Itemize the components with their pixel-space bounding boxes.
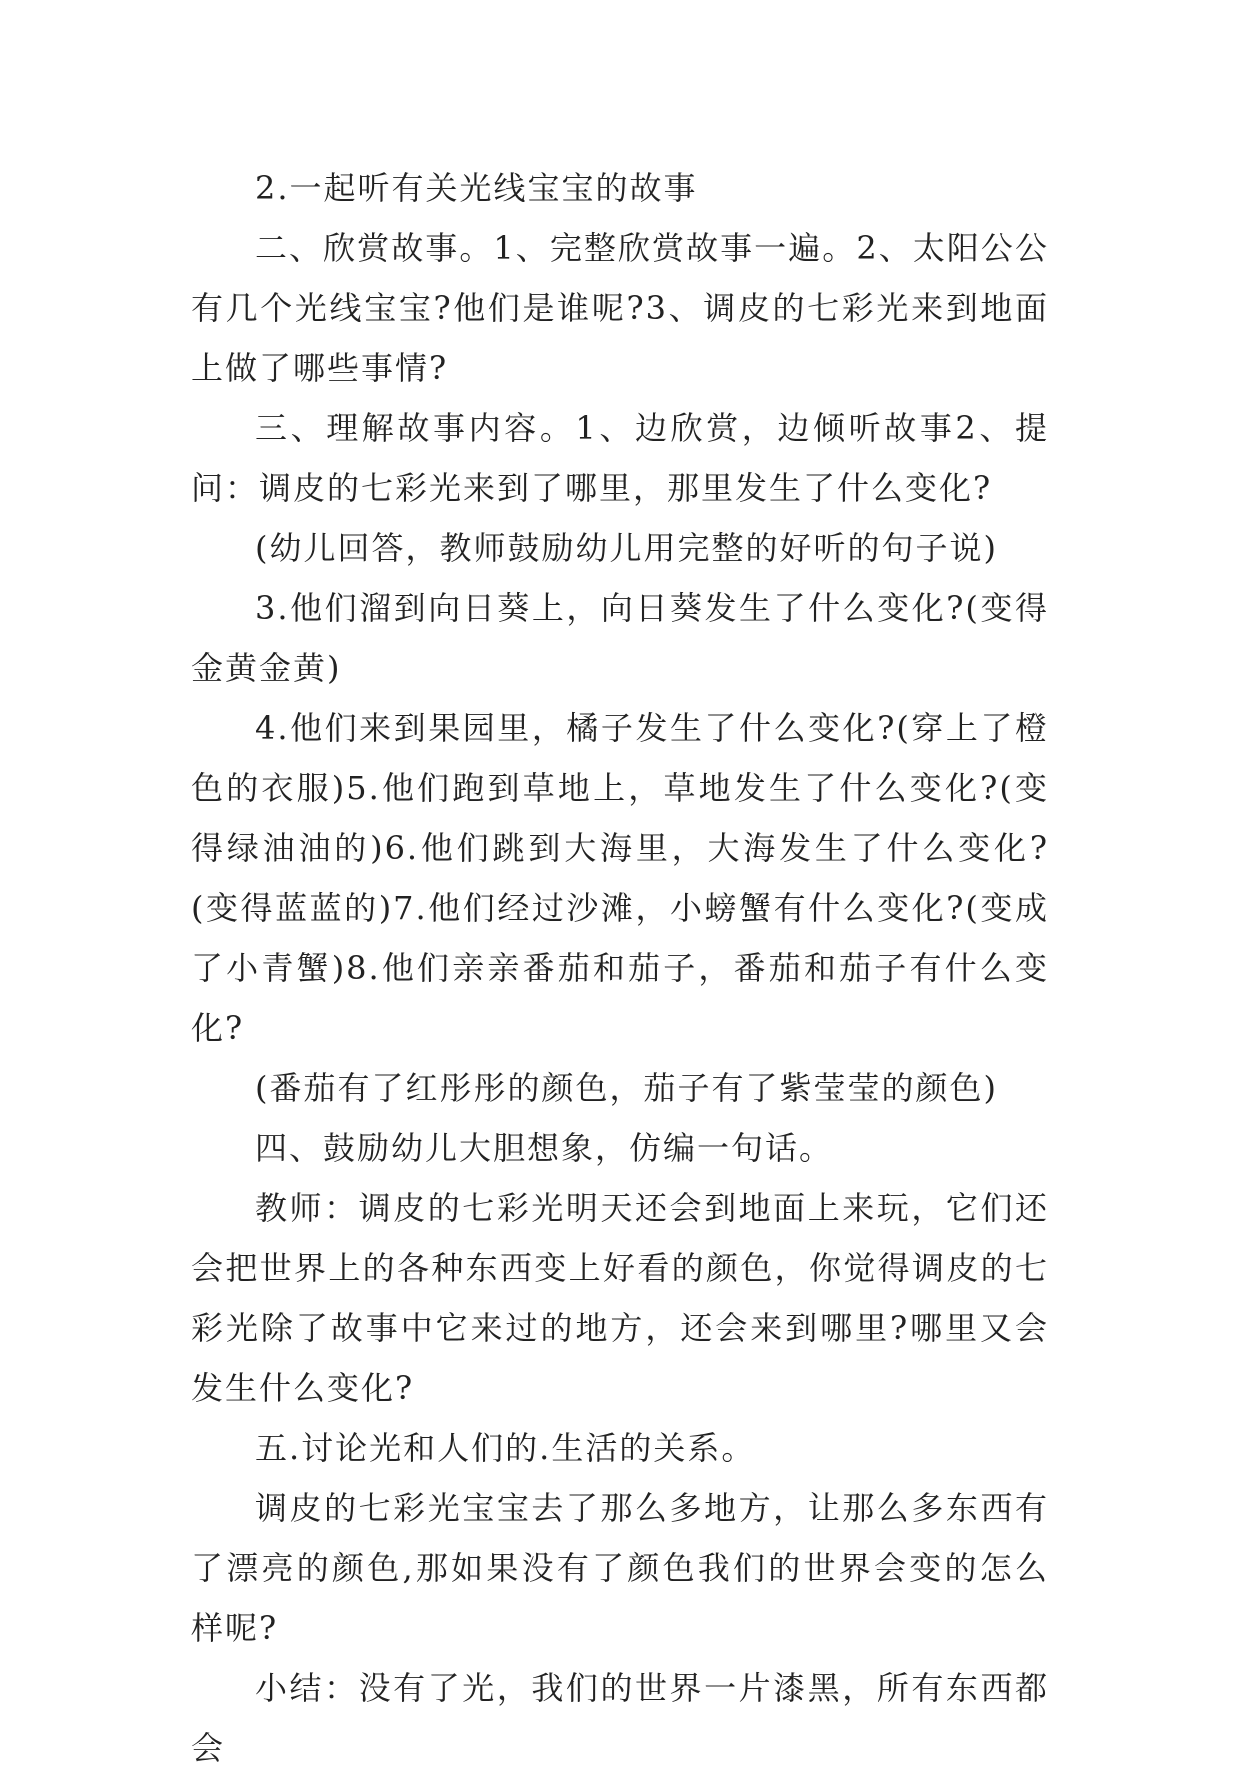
paragraph-8: 四、鼓励幼儿大胆想象，仿编一句话。 [255, 1129, 834, 1167]
paragraph-2: 二、欣赏故事。1、完整欣赏故事一遍。2、太阳公公有几个光线宝宝?他们是谁呢?3、调皮的七彩光来到地面上做了哪些事情? [191, 229, 1049, 387]
paragraph-12: 小结：没有了光，我们的世界一片漆黑，所有东西都会 [191, 1669, 1049, 1767]
paragraph-3: 三、理解故事内容。1、边欣赏，边倾听故事2、提问：调皮的七彩光来到了哪里，那里发生了什么变化? [191, 409, 1049, 507]
paragraph-1: 2.一起听有关光线宝宝的故事 [255, 169, 698, 207]
paragraph-6: 4.他们来到果园里，橘子发生了什么变化?(穿上了橙色的衣服)5.他们跑到草地上，草地发生了什么变化?(变得绿油油的)6.他们跳到大海里，大海发生了什么变化?(变得蓝蓝的)7.他们经过沙滩，小螃蟹有什么变化?(变成了小青蟹)8.他们亲亲番茄和茄子，番茄和茄子有什么变化? [191, 709, 1049, 1047]
paragraph-7: (番茄有了红彤彤的颜色，茄子有了紫莹莹的颜色) [255, 1069, 998, 1107]
paragraph-9: 教师：调皮的七彩光明天还会到地面上来玩，它们还会把世界上的各种东西变上好看的颜色，你觉得调皮的七彩光除了故事中它来过的地方，还会来到哪里?哪里又会发生什么变化? [191, 1189, 1049, 1407]
paragraph-11: 调皮的七彩光宝宝去了那么多地方，让那么多东西有了漂亮的颜色,那如果没有了颜色我们的世界会变的怎么样呢? [191, 1489, 1049, 1647]
document-body [191, 158, 1049, 1778]
paragraph-5: 3.他们溜到向日葵上，向日葵发生了什么变化?(变得金黄金黄) [191, 589, 1049, 687]
paragraph-10: 五.讨论光和人们的.生活的关系。 [255, 1429, 756, 1467]
paragraph-4: (幼儿回答，教师鼓励幼儿用完整的好听的句子说) [255, 529, 998, 567]
